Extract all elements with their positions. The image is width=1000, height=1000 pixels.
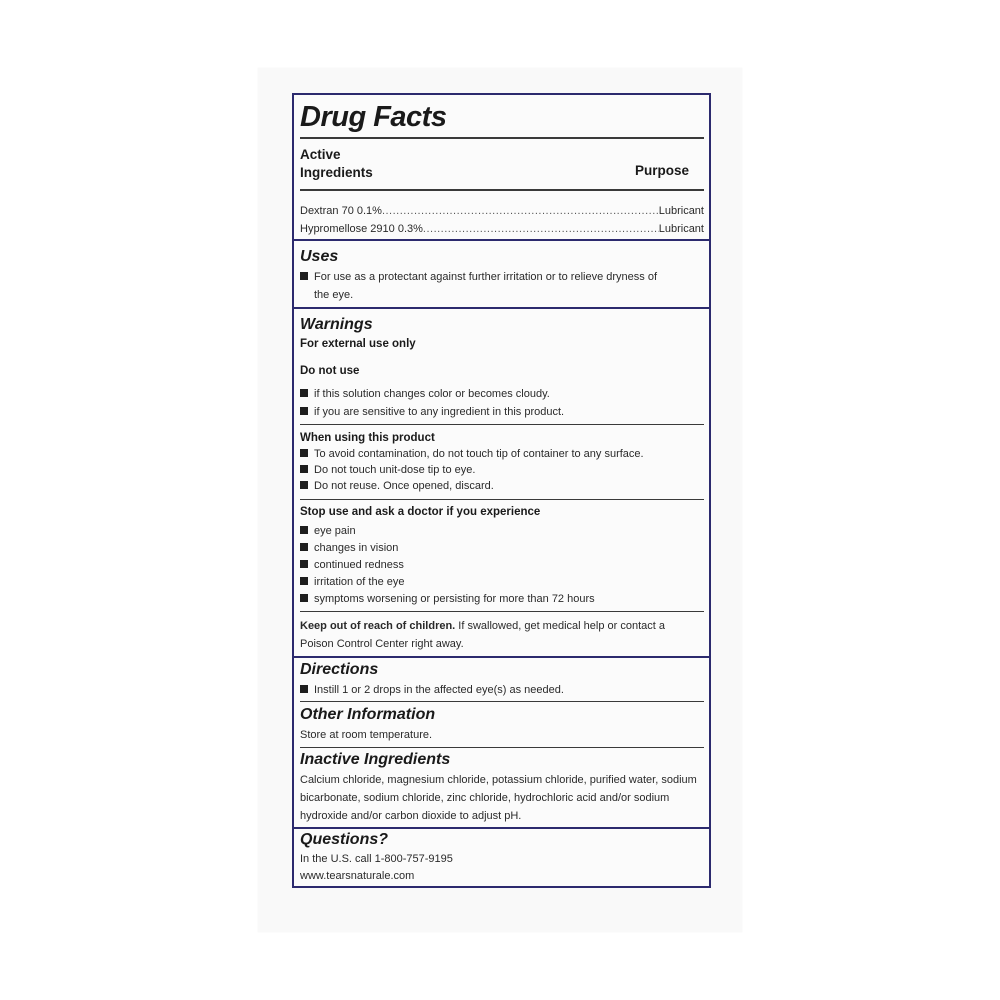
section-divider xyxy=(294,307,709,309)
uses-heading: Uses xyxy=(300,248,339,265)
active-purpose-1: Lubricant xyxy=(658,205,704,217)
when-using-item-1: To avoid contamination, do not touch tip of container to any surface. xyxy=(300,448,644,460)
stop-use-item-1: eye pain xyxy=(300,525,356,537)
when-using-item-3: Do not reuse. Once opened, discard. xyxy=(300,480,494,492)
section-divider xyxy=(294,239,709,241)
keep-out-line1: Keep out of reach of children. If swallowed, get medical help or contact a xyxy=(300,620,665,632)
active-row-2 xyxy=(300,223,704,235)
bullet-icon xyxy=(300,465,308,473)
questions-website: www.tearsnaturale.com xyxy=(300,870,415,882)
inactive-line2: bicarbonate, sodium chloride, zinc chloride, hydrochloric acid and/or sodium xyxy=(300,792,670,804)
title-rule xyxy=(300,137,704,139)
active-heading-line2: Ingredients xyxy=(300,165,373,180)
warnings-rule xyxy=(300,424,704,425)
stop-use-item-3: continued redness xyxy=(300,559,404,571)
bullet-icon xyxy=(300,407,308,415)
drug-facts-title: Drug Facts xyxy=(300,101,447,133)
stop-use-item-4: irritation of the eye xyxy=(300,576,405,588)
bullet-icon xyxy=(300,272,308,280)
stop-use-item-5: symptoms worsening or persisting for more than 72 hours xyxy=(300,593,595,605)
questions-phone: In the U.S. call 1-800-757-9195 xyxy=(300,853,453,865)
bullet-icon xyxy=(300,577,308,585)
uses-line2: the eye. xyxy=(314,289,354,301)
directions-heading: Directions xyxy=(300,661,379,678)
warnings-heading: Warnings xyxy=(300,316,373,333)
inactive-line3: hydroxide and/or carbon dioxide to adjust pH. xyxy=(300,810,522,822)
bullet-icon xyxy=(300,449,308,457)
when-using-item-2: Do not touch unit-dose tip to eye. xyxy=(300,464,475,476)
section-divider xyxy=(294,827,709,829)
drug-facts-panel xyxy=(292,93,711,888)
active-heading-line1: Active xyxy=(300,147,341,162)
stop-use-heading: Stop use and ask a doctor if you experience xyxy=(300,506,541,518)
other-info-text: Store at room temperature. xyxy=(300,729,433,741)
active-purpose-2: Lubricant xyxy=(658,223,704,235)
purpose-heading: Purpose xyxy=(634,163,689,178)
bullet-icon xyxy=(300,560,308,568)
bullet-icon xyxy=(300,685,308,693)
do-not-use-heading: Do not use xyxy=(300,365,360,377)
bullet-icon xyxy=(300,389,308,397)
directions-item: Instill 1 or 2 drops in the affected eye(s) as needed. xyxy=(300,684,564,696)
do-not-use-item-1: if this solution changes color or becomes cloudy. xyxy=(300,388,550,400)
active-ingredient-1: Dextran 70 0.1% xyxy=(300,205,382,217)
directions-rule xyxy=(300,701,704,702)
keep-out-bold: Keep out of reach of children. xyxy=(300,620,456,632)
warnings-rule xyxy=(300,611,704,612)
bullet-icon xyxy=(300,594,308,602)
stop-use-item-2: changes in vision xyxy=(300,542,398,554)
keep-out-line2: Poison Control Center right away. xyxy=(300,638,464,650)
active-ingredient-2: Hypromellose 2910 0.3% xyxy=(300,223,423,235)
external-use-text: For external use only xyxy=(300,338,416,350)
active-row-1 xyxy=(300,205,704,217)
uses-line1: For use as a protectant against further irritation or to relieve dryness of xyxy=(300,271,657,283)
warnings-rule xyxy=(300,499,704,500)
inactive-heading: Inactive Ingredients xyxy=(300,751,451,768)
inactive-line1: Calcium chloride, magnesium chloride, potassium chloride, purified water, sodium xyxy=(300,774,697,786)
do-not-use-item-2: if you are sensitive to any ingredient in this product. xyxy=(300,406,564,418)
bullet-icon xyxy=(300,481,308,489)
section-divider xyxy=(294,656,709,658)
other-info-heading: Other Information xyxy=(300,706,436,723)
bullet-icon xyxy=(300,526,308,534)
questions-heading: Questions? xyxy=(300,831,389,848)
active-rule xyxy=(300,189,704,191)
bullet-icon xyxy=(300,543,308,551)
when-using-heading: When using this product xyxy=(300,432,435,444)
other-info-rule xyxy=(300,747,704,748)
